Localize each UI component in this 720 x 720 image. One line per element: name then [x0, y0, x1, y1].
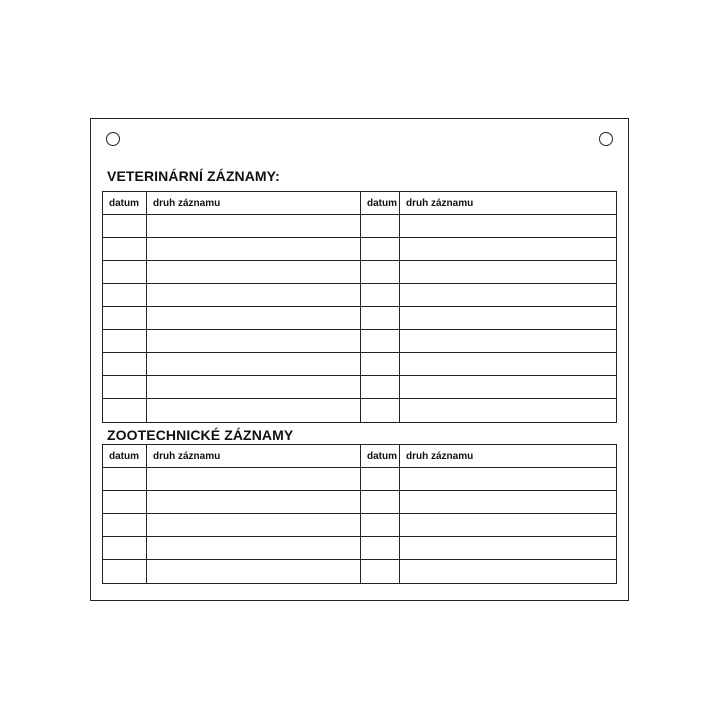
date-cell	[361, 353, 400, 375]
date-cell	[103, 399, 147, 422]
date-cell	[103, 330, 147, 352]
record-type-cell	[400, 560, 616, 583]
record-type-cell	[400, 514, 616, 536]
record-type-cell	[147, 330, 361, 352]
date-cell	[361, 261, 400, 283]
record-type-cell	[147, 284, 361, 306]
date-cell	[361, 330, 400, 352]
record-type-cell	[400, 537, 616, 559]
column-header-date: datum	[103, 192, 147, 214]
column-header-record-type: druh záznamu	[147, 192, 361, 214]
date-cell	[103, 514, 147, 536]
zootechnical-records-table	[102, 444, 617, 584]
record-type-cell	[400, 376, 616, 398]
record-type-cell	[147, 514, 361, 536]
record-type-cell	[400, 238, 616, 260]
date-cell	[361, 376, 400, 398]
date-cell	[361, 215, 400, 237]
table-row	[103, 284, 616, 307]
column-header-date: datum	[103, 445, 147, 467]
table-row	[103, 514, 616, 537]
date-cell	[361, 560, 400, 583]
date-cell	[361, 514, 400, 536]
mounting-hole-right	[599, 132, 613, 146]
record-type-cell	[147, 560, 361, 583]
date-cell	[361, 468, 400, 490]
date-cell	[361, 284, 400, 306]
date-cell	[103, 560, 147, 583]
record-type-cell	[147, 491, 361, 513]
date-cell	[103, 537, 147, 559]
table-row	[103, 376, 616, 399]
table-row	[103, 560, 616, 583]
mounting-hole-left	[106, 132, 120, 146]
column-header-record-type: druh záznamu	[406, 450, 474, 462]
record-type-cell	[147, 537, 361, 559]
date-cell	[361, 537, 400, 559]
record-type-cell	[400, 399, 616, 422]
date-cell	[361, 307, 400, 329]
column-header-date: datum	[361, 192, 400, 214]
record-type-cell	[400, 491, 616, 513]
table-row	[103, 468, 616, 491]
record-type-cell	[400, 215, 616, 237]
date-cell	[103, 284, 147, 306]
veterinary-records-table	[102, 191, 617, 423]
date-cell	[103, 353, 147, 375]
table-row	[103, 491, 616, 514]
table-header-row	[103, 192, 616, 215]
record-type-cell	[147, 261, 361, 283]
date-cell	[103, 261, 147, 283]
column-header-date: datum	[361, 445, 400, 467]
table-row	[103, 215, 616, 238]
record-type-cell	[147, 468, 361, 490]
record-type-cell	[400, 353, 616, 375]
record-type-cell	[147, 399, 361, 422]
table-row	[103, 537, 616, 560]
record-type-cell	[147, 353, 361, 375]
table-row	[103, 307, 616, 330]
zootechnical-records-title: ZOOTECHNICKÉ ZÁZNAMY	[107, 427, 294, 443]
column-header-record-type: druh záznamu	[406, 197, 474, 209]
date-cell	[103, 468, 147, 490]
veterinary-records-title: VETERINÁRNÍ ZÁZNAMY:	[107, 168, 280, 184]
record-type-cell	[400, 307, 616, 329]
record-type-cell	[147, 215, 361, 237]
record-type-cell	[147, 307, 361, 329]
record-type-cell	[400, 284, 616, 306]
date-cell	[361, 238, 400, 260]
table-row	[103, 238, 616, 261]
record-type-cell	[147, 376, 361, 398]
date-cell	[103, 491, 147, 513]
record-type-cell	[147, 238, 361, 260]
date-cell	[103, 307, 147, 329]
date-cell	[103, 376, 147, 398]
table-header-row	[103, 445, 616, 468]
date-cell	[361, 491, 400, 513]
table-row	[103, 261, 616, 284]
table-row	[103, 353, 616, 376]
record-board	[90, 118, 629, 601]
table-row	[103, 399, 616, 422]
record-type-cell	[400, 468, 616, 490]
date-cell	[103, 215, 147, 237]
table-row	[103, 330, 616, 353]
date-cell	[103, 238, 147, 260]
column-header-record-type: druh záznamu	[147, 445, 361, 467]
date-cell	[361, 399, 400, 422]
record-type-cell	[400, 330, 616, 352]
record-type-cell	[400, 261, 616, 283]
